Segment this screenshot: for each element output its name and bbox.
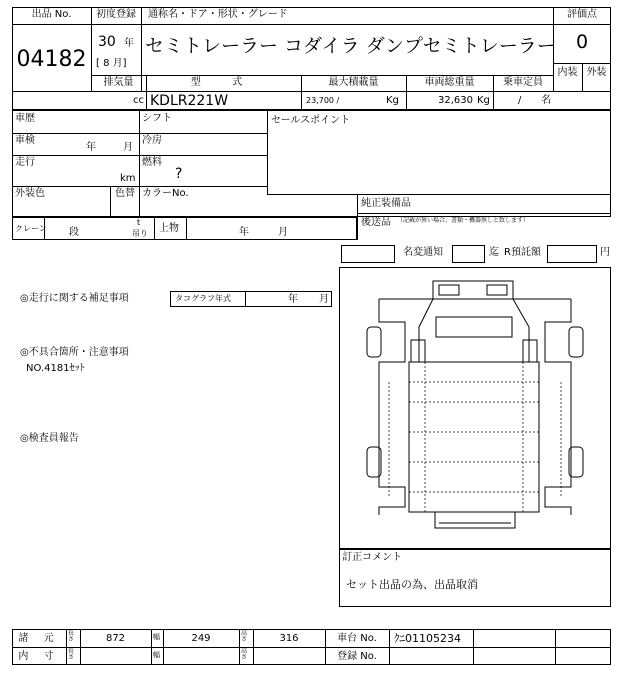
correction-text: セット出品の為、出品取消 — [346, 578, 478, 591]
length-value: 872 — [105, 633, 126, 644]
truck-diagram — [339, 267, 611, 549]
history-label: 車歴 — [15, 113, 35, 124]
chassis-no-label: 車台 No. — [337, 633, 377, 644]
crane-lift-unit: 吊り — [132, 229, 148, 238]
inspection-label: 車検 — [15, 135, 35, 146]
lot-no-label: 出品 No. — [31, 9, 72, 20]
capacity: / — [518, 95, 522, 106]
height-label: 高さ — [241, 630, 248, 643]
loading-month-unit: 月 — [278, 227, 288, 238]
car-name: セミトレーラー コダイラ ダンプセミトレーラー — [145, 35, 556, 57]
deadline-label: 迄 — [489, 247, 499, 258]
driving-notes-label: ◎走行に関する補足事項 — [20, 293, 129, 304]
gross-weight-label: 車両総重量 — [424, 77, 475, 88]
items-sent-label: 後送品 — [361, 217, 391, 228]
max-load-unit: Kg — [386, 95, 399, 106]
score: 0 — [575, 31, 589, 53]
tacho-year-unit: 年 — [288, 294, 298, 305]
width-value: 249 — [191, 633, 211, 644]
score-label: 評価点 — [567, 9, 597, 20]
sales-point-label: セールスポイント — [271, 115, 351, 126]
ext-color-label: 外装色 — [15, 188, 45, 199]
loading-year-unit: 年 — [239, 227, 249, 238]
width-label: 幅 — [153, 633, 160, 641]
name-change-label: 名変通知 — [403, 247, 443, 258]
capacity-label: 乗車定員 — [503, 77, 543, 88]
first-reg-label: 初度登録 — [96, 9, 136, 20]
inspection-year-unit: 年 — [86, 142, 96, 153]
in-height-label: 高さ — [241, 648, 248, 661]
interior-label: 内装 — [557, 67, 578, 78]
gross-weight: 32,630 — [438, 95, 473, 106]
first-reg-year: 30 — [98, 34, 116, 50]
r-deposit-label: R預託額 — [504, 247, 541, 258]
gross-weight-unit: Kg — [477, 95, 490, 106]
ac-label: 冷房 — [142, 135, 162, 146]
length-label: 長さ — [68, 630, 75, 643]
tacho-month-unit: 月 — [319, 294, 329, 305]
crane-ton-unit: t — [137, 218, 141, 227]
shift-label: シフト — [142, 113, 172, 124]
model-label: 型 式 — [190, 77, 257, 88]
model: KDLR221W — [150, 93, 229, 109]
mileage-label: 走行 — [15, 157, 35, 168]
year-unit: 年 — [124, 38, 134, 49]
fuel-label: 燃料 — [142, 157, 162, 168]
chassis-no: ｸﾆ01105234 — [394, 632, 461, 645]
in-length-label: 長さ — [68, 648, 75, 661]
yen-unit: 円 — [600, 247, 610, 258]
genuine-equip-label: 純正装備品 — [361, 198, 411, 209]
crane-stage-unit: 段 — [69, 227, 79, 238]
correction-label: 訂正コメント — [342, 552, 402, 563]
tacho-label: タコグラフ年式 — [175, 294, 231, 303]
name-change-box-a — [341, 245, 395, 263]
inspection-month-unit: 月 — [123, 142, 133, 153]
displacement-label: 排気量 — [103, 77, 134, 88]
color-no-label: カラーNo. — [142, 188, 189, 199]
r-deposit-box — [547, 245, 597, 263]
max-load: 23,700 / — [306, 96, 340, 105]
inspector-report-label: ◎検査員報告 — [20, 433, 79, 444]
color-change-label: 色替 — [115, 188, 135, 199]
lot-no: 04182 — [16, 47, 87, 72]
loading-label: 上物 — [159, 223, 179, 234]
name-change-box-b — [452, 245, 485, 263]
exterior-label: 外装 — [586, 67, 607, 78]
reg-no-label: 登録 No. — [337, 651, 377, 662]
in-width-label: 幅 — [153, 651, 160, 659]
dims-label: 諸 元 — [18, 633, 60, 644]
max-load-label: 最大積載量 — [328, 77, 379, 88]
fuel-value: ? — [175, 166, 183, 182]
crane-row — [12, 217, 357, 240]
displacement-unit: cc — [133, 95, 144, 106]
items-sent-note: （記載が無い場合、書類・機器無しと致します） — [397, 217, 530, 224]
defects-label: ◎不具合箇所・注意事項 — [20, 347, 129, 358]
name-label: 通称名・ドア・形状・グレード — [148, 9, 288, 20]
details-frame — [12, 110, 611, 217]
height-value: 316 — [279, 633, 299, 644]
first-reg-month: [ 8 月] — [96, 58, 127, 69]
capacity-unit: 名 — [541, 95, 551, 106]
defects-text: NO.4181ｾｯﾄ — [26, 363, 85, 374]
crane-label: クレーン — [15, 224, 47, 233]
mileage-unit: km — [120, 173, 136, 184]
interior-dims-label: 内 寸 — [18, 651, 60, 662]
